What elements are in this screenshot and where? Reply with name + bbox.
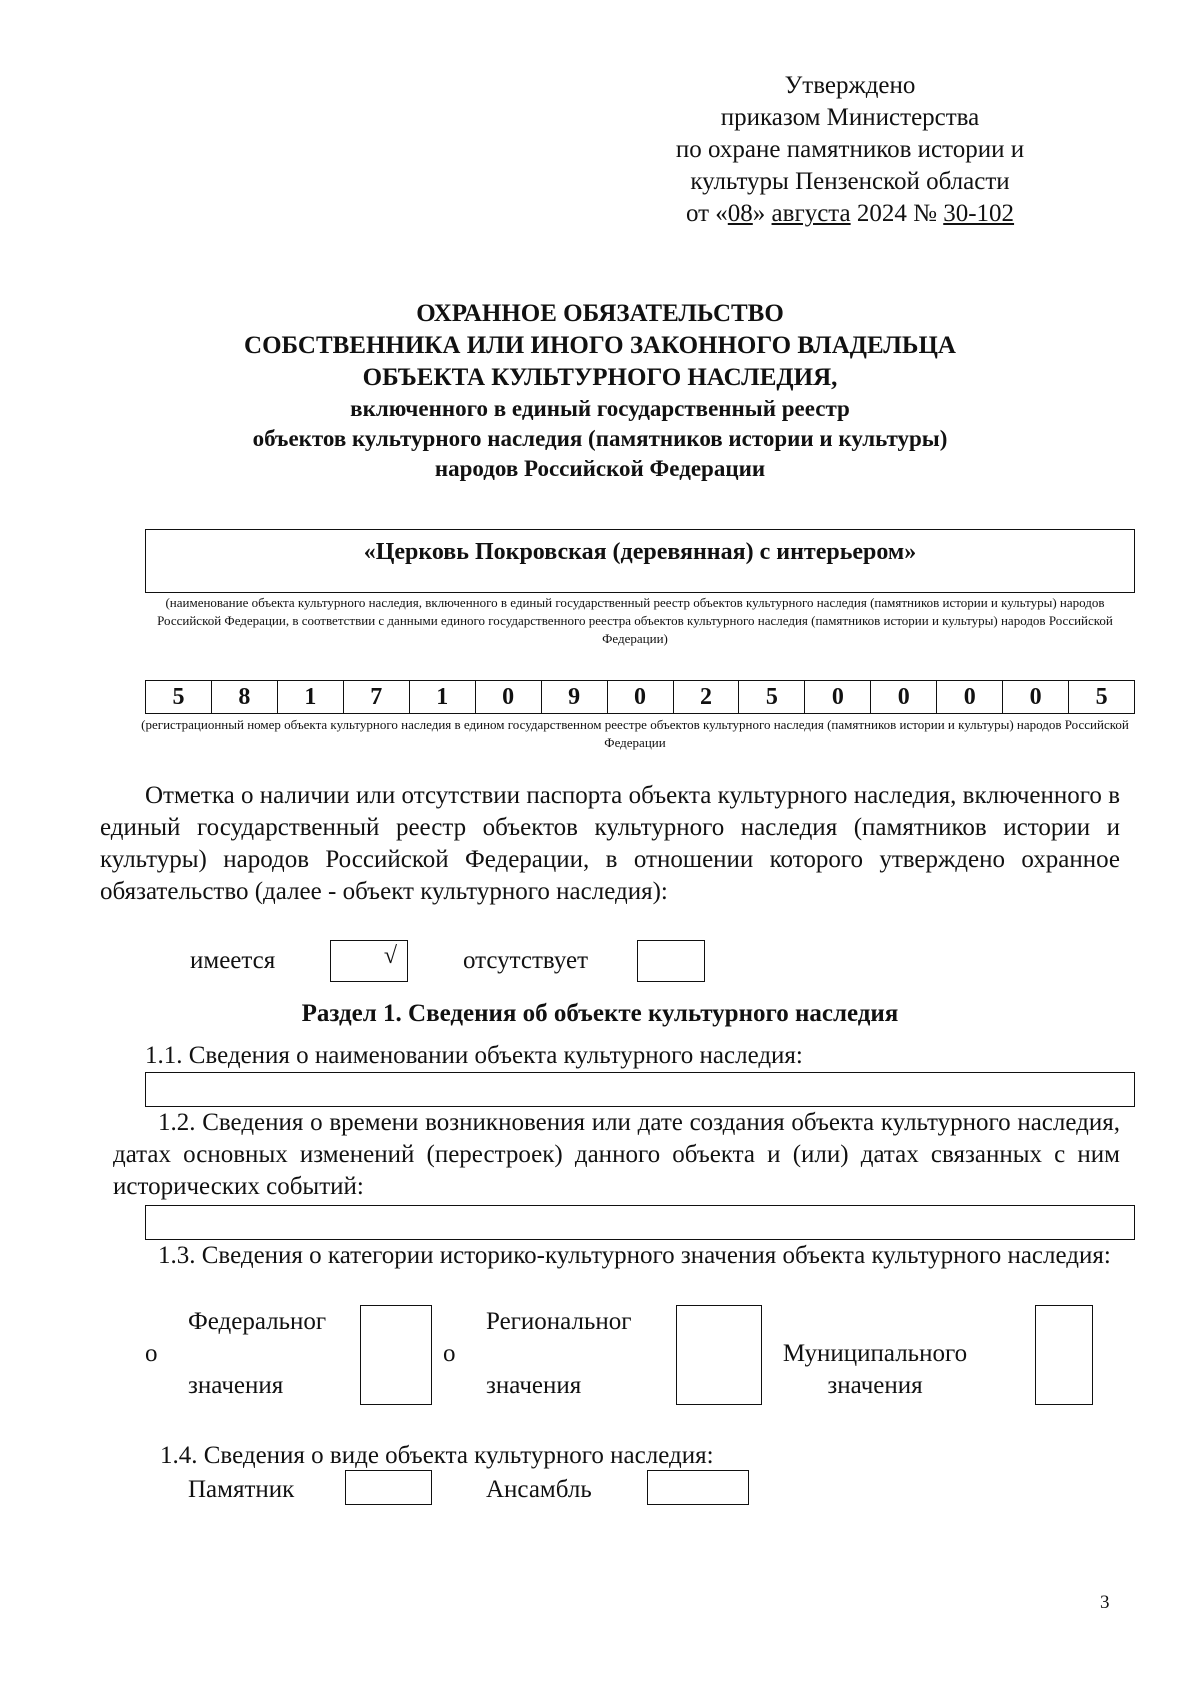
title-line: СОБСТВЕННИКА ИЛИ ИНОГО ЗАКОННОГО ВЛАДЕЛЬЦА <box>244 332 956 359</box>
registration-digit: 0 <box>805 681 871 713</box>
approval-number: 30-102 <box>943 200 1015 227</box>
approval-line: Утверждено <box>784 72 916 99</box>
category-federal-checkbox[interactable] <box>360 1305 432 1405</box>
kind-ensemble-checkbox[interactable] <box>647 1470 749 1505</box>
approval-month: августа <box>771 200 851 227</box>
title-line: объектов культурного наследия (памятников истории и культуры) <box>252 426 948 451</box>
category-regional-label-2: значения <box>486 1372 582 1399</box>
page-number: 3 <box>1100 1592 1110 1613</box>
kind-monument-checkbox[interactable] <box>345 1470 432 1505</box>
registration-digit: 9 <box>542 681 608 713</box>
category-regional-label: Региональног <box>486 1308 632 1335</box>
item-1-1-field[interactable] <box>145 1072 1135 1107</box>
registration-digit: 0 <box>1003 681 1069 713</box>
registration-caption: (регистрационный номер объекта культурного наследия в едином государственном реестре объектов культурного наследия (памятников истории и культуры) народов Российской Федерации <box>141 717 1129 750</box>
item-1-3: 1.3. Сведения о категории историко-культурного значения объекта культурного наследия: <box>158 1242 1111 1269</box>
passport-paragraph: Отметка о наличии или отсутствии паспорта объекта культурного наследия, включенного в единый государственный реестр объектов культурного наследия (памятников истории и культуры) народов Российской Федерации, в отношении которого утверждено охранное обязательство (далее - объект культурного наследия): <box>100 782 1120 905</box>
approval-day: 08 <box>727 200 753 227</box>
approval-block <box>640 70 1060 230</box>
item-1-2: 1.2. Сведения о времени возникновения или дате создания объекта культурного наследия, датах основных изменений (перестроек) данного объекта и (или) датах связанных с ним исторических событий: <box>113 1109 1120 1200</box>
approval-line: культуры Пензенской области <box>690 168 1010 195</box>
category-municipal-checkbox[interactable] <box>1035 1305 1093 1405</box>
passport-present-checkbox[interactable] <box>330 940 408 982</box>
category-federal-label-2: значения <box>188 1372 284 1399</box>
passport-absent-label: отсутствует <box>463 947 589 974</box>
registration-digit: 0 <box>937 681 1003 713</box>
object-name: «Церковь Покровская (деревянная) с интерьером» <box>363 539 917 565</box>
kind-ensemble-label: Ансамбль <box>486 1476 592 1503</box>
registration-digit: 8 <box>212 681 278 713</box>
item-1-2-field[interactable] <box>145 1205 1135 1240</box>
title-line: народов Российской Федерации <box>434 456 766 481</box>
registration-digit: 5 <box>1095 683 1108 710</box>
registration-digit: 1 <box>410 681 476 713</box>
title-line: включенного в единый государственный реестр <box>350 396 850 421</box>
registration-digit: 2 <box>674 681 740 713</box>
approval-line: по охране памятников истории и <box>675 136 1025 163</box>
approval-date-mid: 2024 № <box>850 200 944 227</box>
passport-present-label: имеется <box>190 947 276 974</box>
approval-line: приказом Министерства <box>720 104 980 131</box>
registration-digit: 0 <box>608 681 674 713</box>
category-municipal-label-2: значения <box>827 1372 923 1399</box>
kind-monument-label: Памятник <box>188 1476 295 1503</box>
item-1-4: 1.4. Сведения о виде объекта культурного наследия: <box>160 1442 714 1469</box>
registration-digit: 0 <box>871 681 937 713</box>
item-1-1: 1.1. Сведения о наименовании объекта культурного наследия: <box>145 1042 803 1069</box>
category-regional-checkbox[interactable] <box>676 1305 762 1405</box>
category-municipal-label: Муниципального <box>782 1340 968 1367</box>
registration-digit: 5 <box>739 681 805 713</box>
object-name-box <box>145 529 1135 593</box>
category-regional-label-end: о <box>443 1340 456 1367</box>
registration-number-row <box>145 680 1135 714</box>
approval-date-line <box>640 198 1060 230</box>
approval-date-prefix: от « <box>685 200 728 227</box>
title-line: ОХРАННОЕ ОБЯЗАТЕЛЬСТВО <box>416 300 784 327</box>
registration-digit: 5 <box>146 681 212 713</box>
category-federal-label-end: о <box>145 1340 158 1367</box>
object-name-caption: (наименование объекта культурного наследия, включенного в единый государственный реестр объектов культурного наследия (памятников истории и культуры) народов Российской Федерации, в соответствии с данными единого государственного реестра объектов культурного наследия (памятников истории и культуры) народов Российской Федерации) <box>157 595 1113 646</box>
approval-date-mid: » <box>752 200 772 227</box>
section-1-heading: Раздел 1. Сведения об объекте культурного наследия <box>301 1000 899 1027</box>
registration-digit: 0 <box>476 681 542 713</box>
title-line: ОБЪЕКТА КУЛЬТУРНОГО НАСЛЕДИЯ, <box>362 364 838 391</box>
category-federal-label: Федеральног <box>188 1308 327 1335</box>
registration-digit: 1 <box>278 681 344 713</box>
passport-absent-checkbox[interactable] <box>637 940 705 982</box>
registration-digit: 7 <box>344 681 410 713</box>
document-title <box>100 298 1100 484</box>
check-mark-icon: √ <box>383 943 397 969</box>
